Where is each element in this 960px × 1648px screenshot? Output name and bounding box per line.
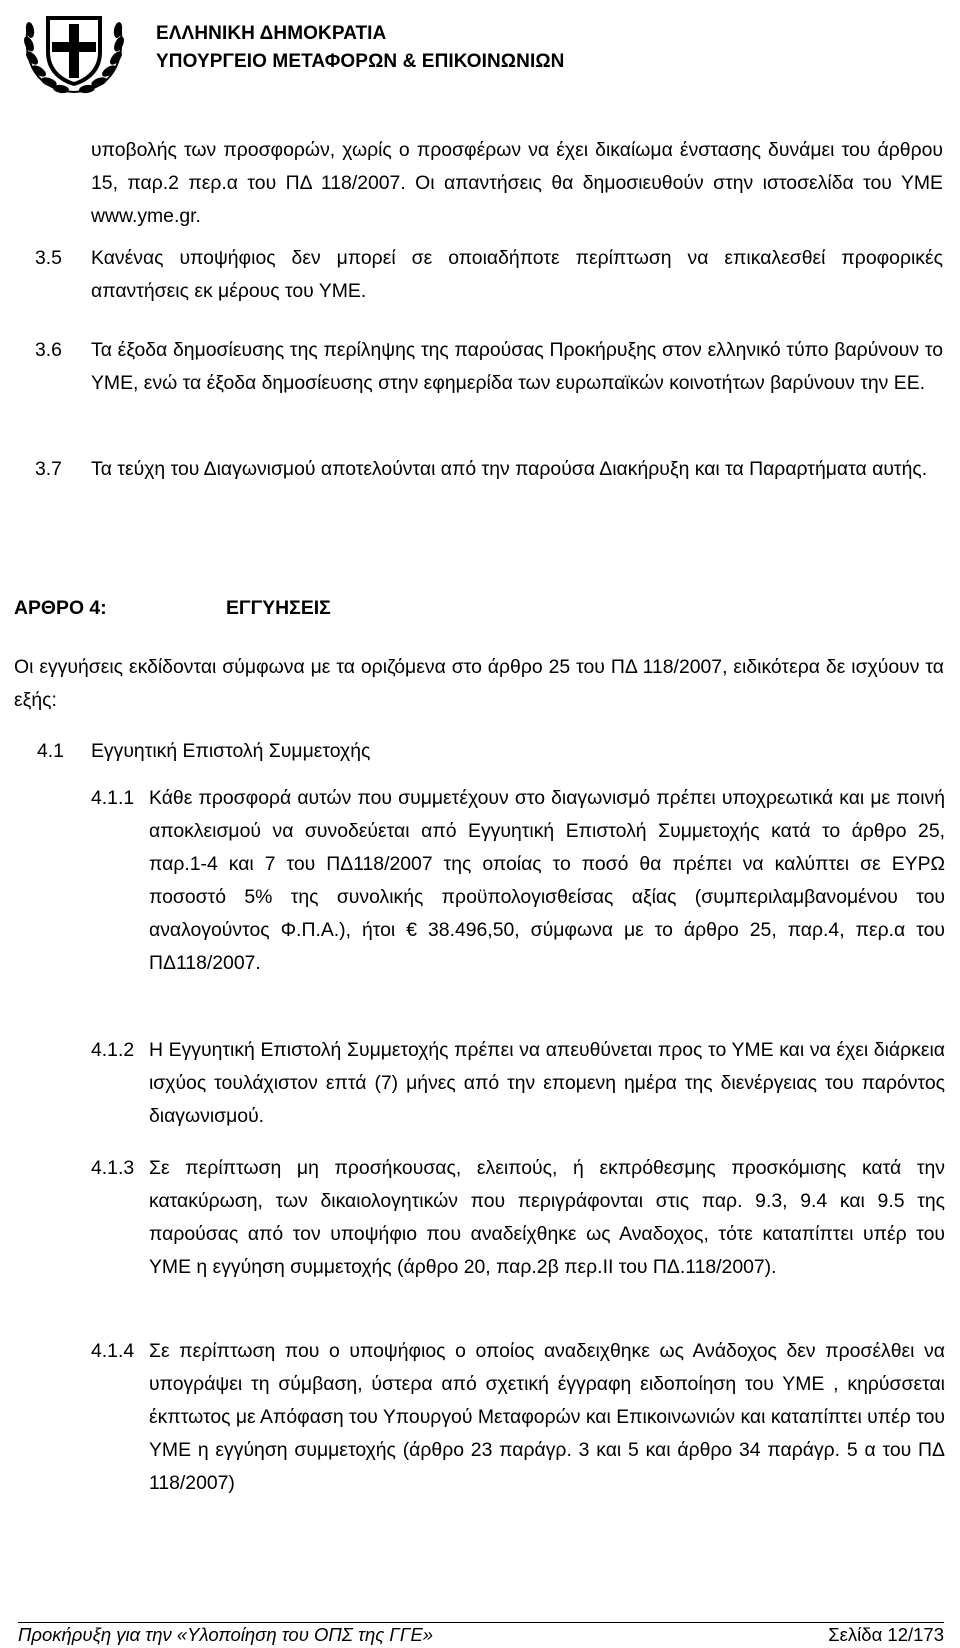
greek-coat-of-arms-icon <box>18 2 130 98</box>
item-text: Η Εγγυητική Επιστολή Συμμετοχής πρέπει να απευθύνεται προς το ΥΜΕ και να έχει διάρκεια ισχύος τουλάχιστον επτά (7) μήνες από την επομενη ημέρα της διενέργειας του παρόντος διαγωνισμού. <box>149 1039 945 1127</box>
page-header <box>18 2 948 92</box>
item-number: 4.1.4 <box>91 1340 135 1362</box>
item-number: 3.7 <box>35 458 62 480</box>
item-text: Σε περίπτωση μη προσήκουσας, ελειπούς, ή εκπρόθεσμης προσκόμισης κατά την κατακύρωση, των δικαιολογητικών που περιγράφονται στις παρ. 9.3, 9.4 και 9.5 της παρούσας από τον υποψήφιο που αναδείχθηκε ως Αναδοχος, τότε καταπίπτει υπέρ του ΥΜΕ η εγγύηση συμμετοχής (άρθρο 20, παρ.2β περ.ΙΙ του ΠΔ.118/2007). <box>149 1157 945 1278</box>
header-country: ΕΛΛΗΝΙΚΗ ΔΗΜΟΚΡΑΤΙΑ <box>156 23 387 44</box>
article-title: ΕΓΓΥΗΣΕΙΣ <box>226 597 331 619</box>
subsection-number: 4.1 <box>37 740 64 762</box>
item-number: 4.1.3 <box>91 1157 135 1179</box>
article-label: ΑΡΘΡΟ 4: <box>14 597 107 619</box>
item-text: Τα έξοδα δημοσίευσης της περίληψης της παρούσας Προκήρυξης στον ελληνικό τύπο βαρύνουν το ΥΜΕ, ενώ τα έξοδα δημοσίευσης στην εφημερίδα των ευρωπαϊκών κοινοτήτων βαρύνουν την ΕΕ. <box>91 339 943 394</box>
footer-document-title: Προκήρυξη για την «Υλοποίηση του ΟΠΣ της ΓΓΕ» <box>18 1624 434 1645</box>
item-text: Σε περίπτωση που ο υποψήφιος ο οποίος αναδειχθηκε ως Ανάδοχος δεν προσέλθει να υπογράψει τη σύμβαση, ύστερα από σχετική έγγραφη ειδοποίηση του ΥΜΕ , κηρύσσεται έκπτωτος με Απόφαση του Υπουργού Μεταφορών και Επικοινωνιών και καταπίπτει υπέρ του ΥΜΕ η εγγύηση συμμετοχής (άρθρο 23 παράγρ. 3 και 5 και άρθρο 34 παράγρ. 5 α του ΠΔ 118/2007) <box>149 1340 945 1494</box>
item-text: Κάθε προσφορά αυτών που συμμετέχουν στο διαγωνισμό πρέπει υποχρεωτικά και με ποινή αποκλεισμού να συνοδεύεται από Εγγυητική Επιστολή Συμμετοχής κατά το άρθρο 25, παρ.1-4 και 7 του ΠΔ118/2007 της οποίας το ποσό θα πρέπει να καλύπτει σε ΕΥΡΩ ποσοστό 5% της συνολικής προϋπολογισθείσας αξίας (συμπεριλαμβανομένου του αναλογούντος Φ.Π.Α.), ήτοι € 38.496,50, σύμφωνα με το άρθρο 25, παρ.4, περ.α του ΠΔ118/2007. <box>149 787 945 974</box>
item-text: Κανένας υποψήφιος δεν μπορεί σε οποιαδήποτε περίπτωση να επικαλεσθεί προφορικές απαντήσεις εκ μέρους του ΥΜΕ. <box>91 247 943 302</box>
footer-page-number: Σελίδα 12/173 <box>828 1624 944 1645</box>
item-text: Τα τεύχη του Διαγωνισμού αποτελούνται από την παρούσα Διακήρυξη και τα Παραρτήματα αυτής. <box>91 458 928 480</box>
header-ministry: ΥΠΟΥΡΓΕΙΟ ΜΕΤΑΦΟΡΩΝ & ΕΠΙΚΟΙΝΩΝΙΩΝ <box>156 51 565 72</box>
subsection-title: Εγγυητική Επιστολή Συμμετοχής <box>91 740 371 762</box>
item-number: 3.5 <box>35 247 62 269</box>
item-number: 4.1.1 <box>91 787 135 809</box>
continuation-paragraph: υποβολής των προσφορών, χωρίς ο προσφέρων να έχει δικαίωμα ένστασης δυνάμει του άρθρου 15, παρ.2 περ.α του ΠΔ 118/2007. Οι απαντήσεις θα δημοσιευθούν στην ιστοσελίδα του ΥΜΕ www.yme.gr. <box>91 139 943 227</box>
article-intro: Οι εγγυήσεις εκδίδονται σύμφωνα με τα οριζόμενα στο άρθρο 25 του ΠΔ 118/2007, ειδικότερα δε ισχύουν τα εξής: <box>14 656 944 711</box>
item-number: 3.6 <box>35 339 62 361</box>
item-number: 4.1.2 <box>91 1039 135 1061</box>
